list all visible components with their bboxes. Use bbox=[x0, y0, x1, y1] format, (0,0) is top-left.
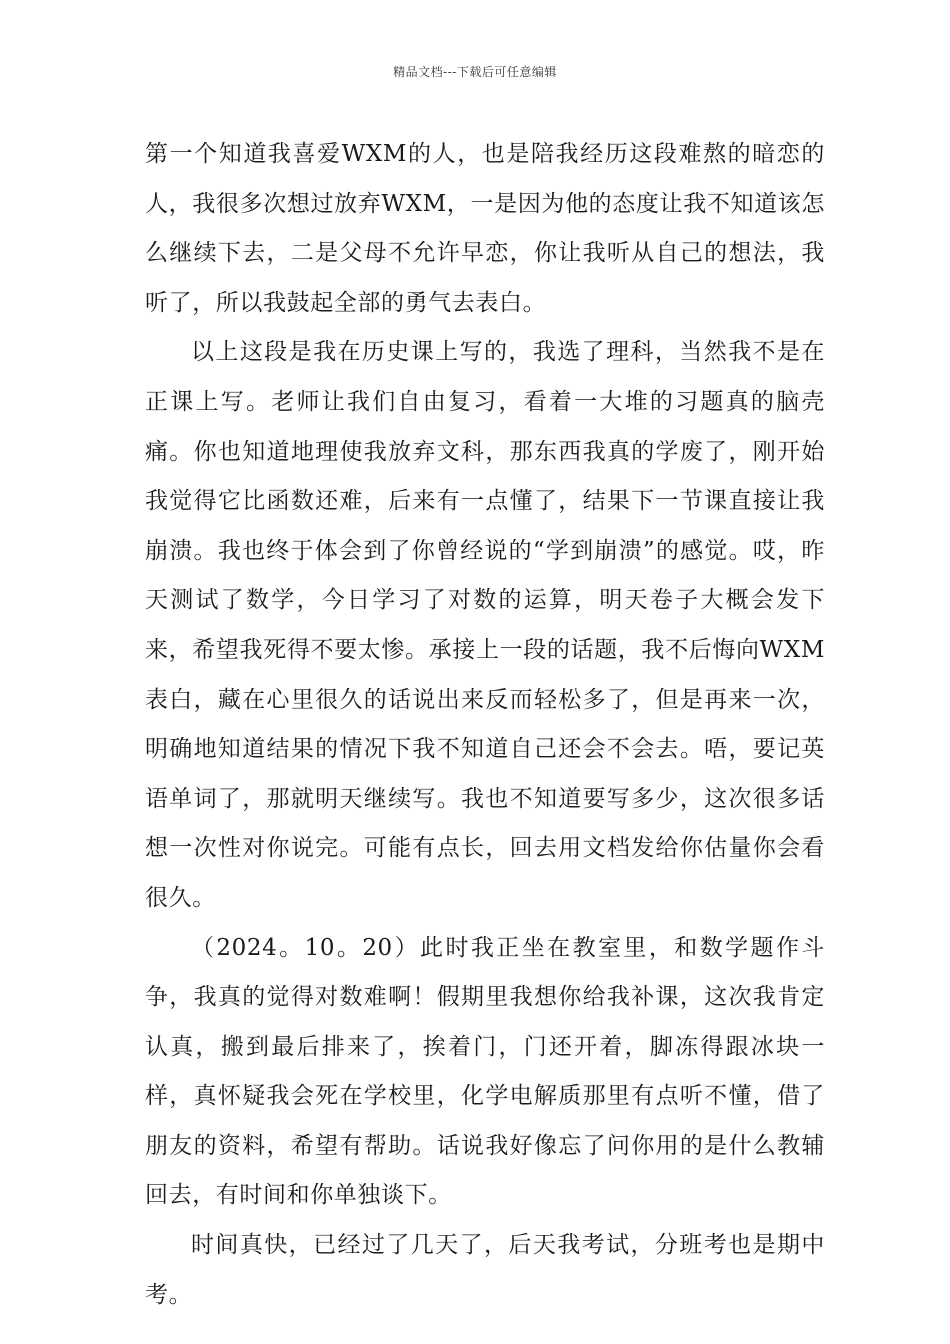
document-body bbox=[145, 130, 825, 1320]
paragraph-4: 时间真快，已经过了几天了，后天我考试，分班考也是期中考。 bbox=[145, 1232, 825, 1308]
paragraph-3: （2024。10。20）此时我正坐在教室里，和数学题作斗争，我真的觉得对数难啊！假期里我想你给我补课，这次我肯定认真，搬到最后排来了，挨着门，门还开着，脚冻得跟冰块一样，真怀疑我会死在学校里，化学电解质那里有点听不懂，借了朋友的资料，希望有帮助。话说我好像忘了问你用的是什么教辅回去，有时间和你单独谈下。 bbox=[145, 934, 825, 1209]
paragraph-2: 以上这段是我在历史课上写的，我选了理科，当然我不是在正课上写。老师让我们自由复习，看着一大堆的习题真的脑壳痛。你也知道地理使我放弃文科，那东西我真的学废了，刚开始我觉得它比函数还难，后来有一点懂了，结果下一节课直接让我崩溃。我也终于体会到了你曾经说的“学到崩溃”的感觉。哎，昨天测试了数学，今日学习了对数的运算，明天卷子大概会发下来，希望我死得不要太惨。承接上一段的话题，我不后悔向WXM表白，藏在心里很久的话说出来反而轻松多了，但是再来一次，明确地知道结果的情况下我不知道自己还会不会去。唔，要记英语单词了，那就明天继续写。我也不知道要写多少，这次很多话想一次性对你说完。可能有点长，回去用文档发给你估量你会看很久。 bbox=[145, 339, 825, 911]
paragraph-1: 第一个知道我喜爱WXM的人，也是陪我经历这段难熬的暗恋的人，我很多次想过放弃WXM，一是因为他的态度让我不知道该怎么继续下去，二是父母不允许早恋，你让我听从自己的想法，我听了，所以我鼓起全部的勇气去表白。 bbox=[145, 141, 825, 316]
page-header: 精品文档---下载后可任意编辑 bbox=[393, 65, 557, 79]
